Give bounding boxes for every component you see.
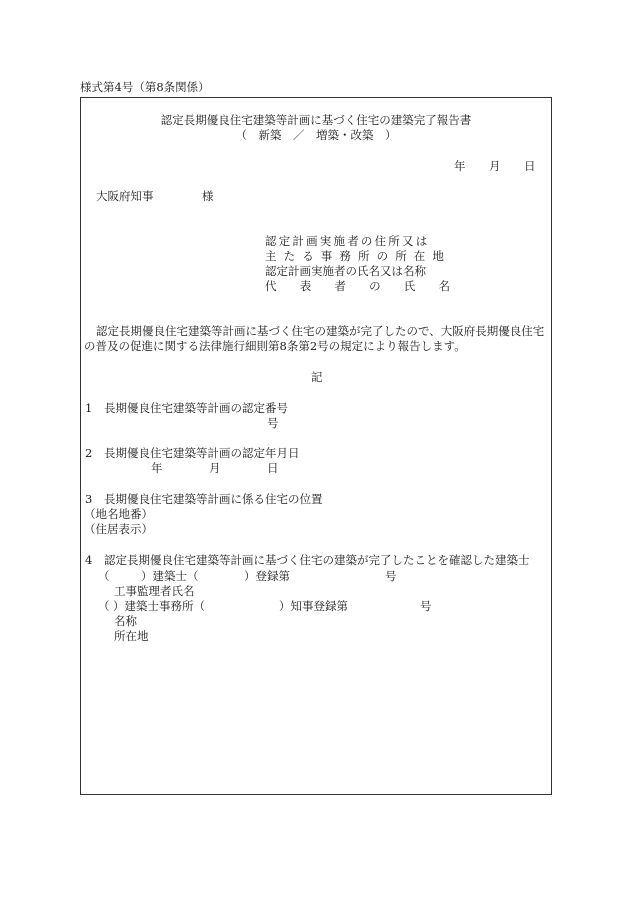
item4-supervisor-name: 工事監理者氏名 xyxy=(114,584,195,598)
item4-row2-open: （ xyxy=(98,599,110,613)
item2-year: 年 xyxy=(151,461,163,475)
item4-row1-open: （ xyxy=(98,569,110,583)
applicant-office-label: 主たる事務所の所在地 xyxy=(265,249,451,263)
item2-month: 月 xyxy=(209,461,221,475)
item3-lot-number: （地名地番） xyxy=(84,507,153,521)
ki-heading: 記 xyxy=(311,370,323,384)
item4-row2-go: 号 xyxy=(420,599,432,613)
item4-office-name: 名称 xyxy=(114,614,137,628)
item3-number: 3 xyxy=(85,492,93,506)
item4-row2-office: ）建築士事務所（ xyxy=(113,599,205,613)
representative-name-label: 代表者の氏名 xyxy=(265,279,474,293)
report-body-line1: 認定長期優良住宅建築等計画に基づく住宅の建築が完了したので、大阪府長期優良住宅 xyxy=(96,324,545,338)
report-title: 認定長期優良住宅建築等計画に基づく住宅の建築完了報告書 xyxy=(160,113,472,127)
item4-row2-governor: ）知事登録第 xyxy=(279,599,348,613)
date-day: 日 xyxy=(524,159,536,173)
item3-residence-display: （住居表示） xyxy=(84,522,153,536)
report-subtitle: （ 新築 ／ 増築・改築 ） xyxy=(235,128,397,142)
item4-row1-kenchikushi: ）建築士（ xyxy=(141,569,199,583)
report-body-line2: の普及の促進に関する法律施行細則第8条第2号の規定により報告します。 xyxy=(84,339,466,353)
item2-number: 2 xyxy=(85,446,93,460)
applicant-address-label: 認定計画実施者の住所又は xyxy=(265,234,430,248)
date-year: 年 xyxy=(454,159,466,173)
item4-label: 認定長期優良住宅建築等計画に基づく住宅の建築が完了したことを確認した建築士 xyxy=(104,553,530,567)
applicant-name-label: 認定計画実施者の氏名又は名称 xyxy=(265,264,426,278)
item1-suffix: 号 xyxy=(267,416,279,430)
form-number: 様式第4号（第8条関係） xyxy=(80,80,210,94)
date-month: 月 xyxy=(489,159,501,173)
item4-office-location: 所在地 xyxy=(114,629,149,643)
addressee-honorific: 様 xyxy=(202,189,214,203)
item4-row1-registration: ）登録第 xyxy=(244,569,290,583)
item4-row1-go: 号 xyxy=(385,569,397,583)
item4-number: 4 xyxy=(85,553,93,567)
item1-label: 長期優良住宅建築等計画の認定番号 xyxy=(104,401,288,415)
item1-number: 1 xyxy=(85,401,93,415)
item3-label: 長期優良住宅建築等計画に係る住宅の位置 xyxy=(104,492,323,506)
addressee-name: 大阪府知事 xyxy=(96,189,154,203)
item2-day: 日 xyxy=(267,461,279,475)
item2-label: 長期優良住宅建築等計画の認定年月日 xyxy=(104,446,300,460)
